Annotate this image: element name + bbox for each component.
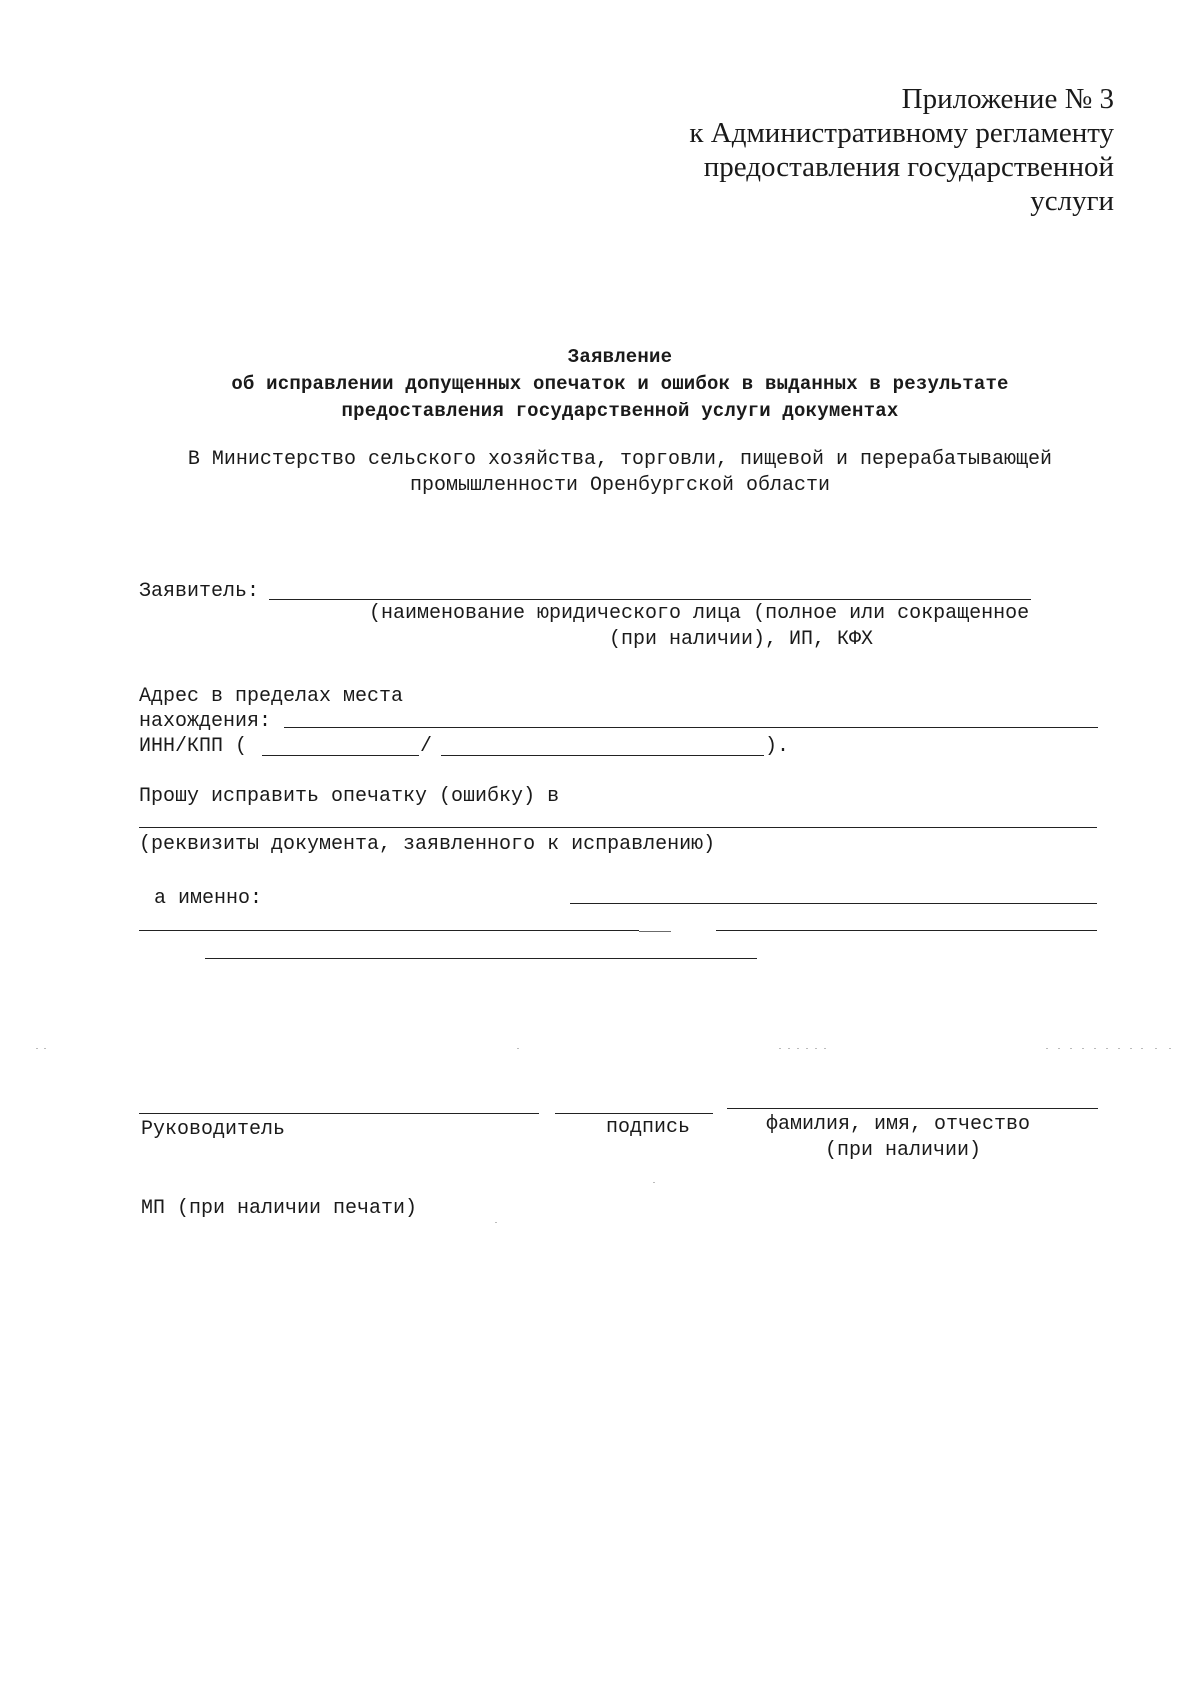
namely-field-line-3[interactable] xyxy=(205,958,757,959)
request-field-line[interactable] xyxy=(139,827,1097,828)
scan-speck xyxy=(815,1048,817,1049)
document-title xyxy=(120,344,1120,425)
name-line[interactable] xyxy=(727,1108,1098,1109)
scan-speck xyxy=(36,1048,38,1049)
inn-kpp-close: ). xyxy=(765,735,790,758)
appendix-line-4: услуги xyxy=(1030,185,1114,217)
appendix-line-2: к Административному регламенту xyxy=(689,117,1114,149)
applicant-label: Заявитель: xyxy=(139,580,260,603)
scan-speck xyxy=(1094,1048,1096,1049)
addressee xyxy=(120,447,1120,499)
scan-speck xyxy=(653,1182,655,1183)
scan-speck xyxy=(1106,1048,1108,1049)
head-label: Руководитель xyxy=(141,1118,286,1141)
scan-speck xyxy=(1130,1048,1132,1049)
inn-kpp-label: ИНН/КПП ( xyxy=(139,735,248,758)
scan-speck xyxy=(44,1048,46,1049)
address-label-line-2: нахождения: xyxy=(139,710,272,733)
inn-field-line[interactable] xyxy=(262,755,419,756)
kpp-field-line[interactable] xyxy=(441,755,764,756)
scan-speck xyxy=(1046,1048,1048,1049)
sign-line[interactable] xyxy=(555,1113,713,1114)
name-label-line-2: (при наличии) xyxy=(825,1139,982,1162)
scan-speck xyxy=(779,1048,781,1049)
scan-speck xyxy=(517,1048,519,1049)
sign-label: подпись xyxy=(606,1116,691,1139)
request-label: Прошу исправить опечатку (ошибку) в xyxy=(139,785,560,808)
scan-speck xyxy=(1169,1048,1171,1049)
title-line-3: предоставления государственной услуги документах xyxy=(341,400,899,422)
head-signature-line[interactable] xyxy=(139,1113,539,1114)
scan-speck xyxy=(1058,1048,1060,1049)
namely-label: а именно: xyxy=(154,887,263,910)
request-hint: (реквизиты документа, заявленного к исправлению) xyxy=(139,833,716,856)
scan-speck xyxy=(806,1048,808,1049)
addressee-line-2: промышленности Оренбургской области xyxy=(409,474,831,497)
scan-speck xyxy=(1141,1048,1143,1049)
title-line-1: Заявление xyxy=(567,346,673,368)
inn-kpp-separator: / xyxy=(420,735,433,758)
scan-speck xyxy=(797,1048,799,1049)
scan-speck xyxy=(1155,1048,1157,1049)
appendix-line-3: предоставления государственной xyxy=(703,151,1114,183)
scan-speck xyxy=(1118,1048,1120,1049)
address-field-line[interactable] xyxy=(284,727,1098,728)
name-label-line-1: фамилия, имя, отчество xyxy=(766,1113,1031,1136)
scan-speck xyxy=(1070,1048,1072,1049)
scan-speck xyxy=(495,1222,497,1223)
addressee-line-1: В Министерство сельского хозяйства, торговли, пищевой и перерабатывающей xyxy=(187,448,1053,471)
namely-field-line-2b[interactable] xyxy=(639,931,671,932)
applicant-hint-line-2: (при наличии), ИП, КФХ xyxy=(609,628,874,651)
scan-speck xyxy=(788,1048,790,1049)
stamp-label: МП (при наличии печати) xyxy=(141,1197,418,1220)
namely-field-line-2a[interactable] xyxy=(139,930,639,931)
address-label-line-1: Адрес в пределах места xyxy=(139,685,404,708)
scan-speck xyxy=(1082,1048,1084,1049)
namely-field-line-2c[interactable] xyxy=(716,930,1097,931)
appendix-header xyxy=(689,82,1114,218)
appendix-line-1: Приложение № 3 xyxy=(901,83,1114,115)
applicant-hint-line-1: (наименование юридического лица (полное или сокращенное xyxy=(369,602,1030,625)
applicant-field-line[interactable] xyxy=(269,599,1031,600)
title-line-2: об исправлении допущенных опечаток и ошибок в выданных в результате xyxy=(231,373,1009,395)
namely-field-line-1[interactable] xyxy=(570,903,1097,904)
scan-speck xyxy=(824,1048,826,1049)
